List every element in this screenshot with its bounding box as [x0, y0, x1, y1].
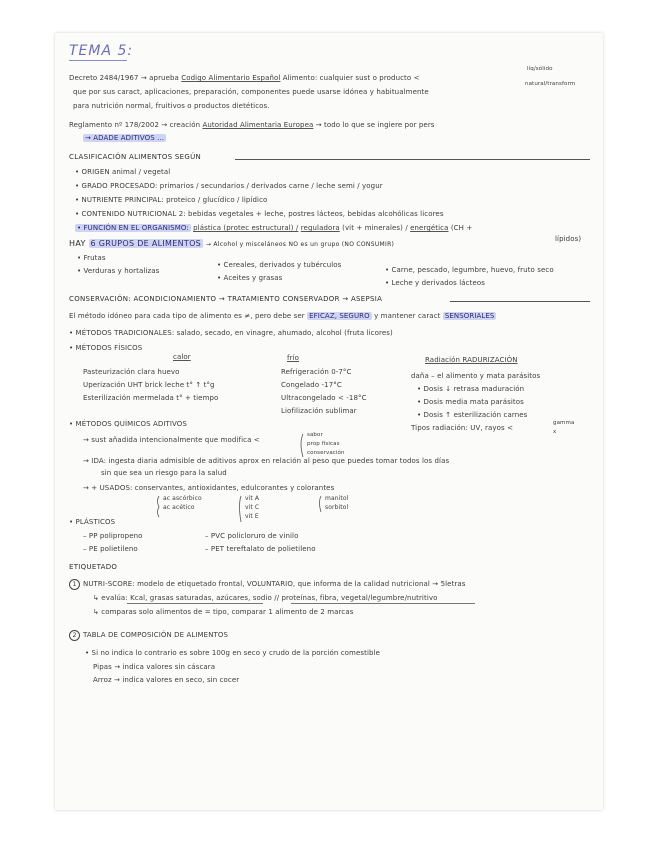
funcion-reguladora: reguladora [300, 224, 340, 232]
usados-line: → + USADOS: conservantes, antioxidantes, edulcorantes y colorantes [83, 484, 335, 492]
tabla-heading: TABLA DE COMPOSICIÓN DE ALIMENTOS [83, 631, 229, 639]
calor-item: Pasteurización clara huevo [83, 368, 180, 376]
antioxidante-item: vit C [245, 504, 260, 511]
eficaz-highlight: EFICAZ, SEGURO [309, 312, 370, 320]
reglamento-text: Reglamento nº 178/2002 → creación [69, 121, 201, 129]
rad-item: • Dosis ↓ retrasa maduración [417, 385, 525, 393]
number-badge: 2 [69, 630, 80, 641]
grupo-leche: • Leche y derivados lácteos [385, 279, 485, 287]
rad-tipos: Tipos radiación: UV, rayos < [411, 424, 514, 432]
conservacion-heading: CONSERVACIÓN: ACONDICIONAMIENTO → TRATAMIENTO CONSERVADOR → ASEPSIA [69, 295, 383, 303]
ida-line: → IDA: ingesta diaria admisible de aditivos aprox en relación al peso que puedes tomar todos los días [83, 457, 450, 465]
seis-grupos-highlight: 6 GRUPOS DE ALIMENTOS [90, 239, 202, 248]
liq-solido-note: líq/sólido [527, 66, 553, 72]
frio-item: Congelado -17°C [281, 381, 342, 389]
x-note: x [553, 429, 557, 435]
plastico-item: – PP polipropeno [83, 532, 143, 540]
rad-item: • Dosis media mata parásitos [417, 398, 524, 406]
plastico-item: – PET tereftalato de polietileno [205, 545, 316, 553]
conservacion-note: conservación [307, 450, 345, 456]
radiacion-heading: Radiación RADURIZACIÓN [425, 356, 518, 364]
tabla-line: • Si no indica lo contrario es sobre 100g en seco y crudo de la porción comestible [85, 649, 381, 657]
decreto-line-3: para nutrición normal, fruitivos o productos dietéticos. [73, 102, 270, 110]
alimento-definition: Alimento: cualquier sust o producto < [282, 74, 420, 82]
metodos-tradicionales: • MÉTODOS TRADICIONALES: salado, secado, en vinagre, ahumado, alcohol (fruta licores) [69, 329, 393, 337]
prop-note: prop físicas [307, 441, 340, 447]
evalua-line: ↳ evalúa: Kcal, grasas saturadas, azúcares, sodio // proteínas, fibra, vegetal/legumbre/nutritivo [93, 594, 438, 602]
autoridad-europea: Autoridad Alimentaria Europea [202, 121, 314, 129]
tabla-line: Pipas → indica valores sin cáscara [93, 663, 216, 671]
reglamento-text-2: → todo lo que se ingiere por pers [315, 121, 435, 129]
plasticos-heading: • PLÁSTICOS [69, 518, 116, 526]
lipidos-note: lípidos) [555, 235, 582, 243]
plastico-item: – PE polietileno [83, 545, 138, 553]
frio-item: Liofilización sublimar [281, 407, 357, 415]
tabla-line: Arroz → indica valores en seco, sin cocer [93, 676, 240, 684]
grupo-carne: • Carne, pescado, legumbre, huevo, fruto seco [385, 266, 554, 274]
clasif-item-contenido: • CONTENIDO NUTRICIONAL 2: bebidas vegetales + leche, postres lácteos, bebidas alcohólicas licores [75, 210, 444, 218]
calor-item: Esterilización mermelada t° + tiempo [83, 394, 219, 402]
grupo-aceites: • Aceites y grasas [217, 274, 283, 282]
funcion-ch: (CH + [450, 224, 473, 232]
edulcorante-item: manitol [325, 495, 349, 502]
number-badge: 1 [69, 579, 80, 590]
antioxidante-item: vit A [245, 495, 260, 502]
frio-item: Ultracongelado < -18°C [281, 394, 367, 402]
frio-heading: frío [287, 354, 299, 362]
funcion-energetica: energética [410, 224, 449, 232]
edulcorante-item: sorbitol [325, 504, 349, 511]
antioxidante-item: vit E [245, 513, 259, 520]
calor-item: Uperización UHT brick leche t° ↑ t°g [83, 381, 215, 389]
notes-page [55, 33, 603, 810]
clasif-item-origen: • ORIGEN animal / vegetal [75, 168, 171, 176]
funcion-highlight: • FUNCIÓN EN EL ORGANISMO: [77, 224, 189, 232]
sabor-note: sabor [307, 432, 323, 438]
rad-item: • Dosis ↑ esterilización carnes [417, 411, 528, 419]
metodos-quimicos: • MÉTODOS QUÍMICOS ADITIVOS [69, 420, 187, 428]
page-title: TEMA 5: [69, 43, 134, 59]
alcohol-note: → Alcohol y misceláneos NO es un grupo (NO CONSUMIR) [205, 241, 395, 248]
funcion-vit: (vit + minerales) / [342, 224, 408, 232]
calor-heading: calor [173, 353, 191, 361]
mantener-text: y mantener caract [374, 312, 441, 320]
codigo-alimentario: Codigo Alimentario Español [181, 74, 281, 82]
aditivos-highlight: → ADADE ADITIVOS ... [85, 134, 165, 142]
conservante-item: ac ascórbico [163, 495, 202, 502]
sust-anadida: → sust añadida intencionalmente que modifica < [83, 436, 260, 444]
grupo-frutas: • Frutas [77, 254, 106, 262]
frio-item: Refrigeración 0-7°C [281, 368, 352, 376]
compara-line: ↳ comparas solo alimentos de = tipo, comparar 1 alimento de 2 marcas [93, 608, 354, 616]
ida-line-2: sin que sea un riesgo para la salud [101, 469, 227, 477]
funcion-plastica: plástica (protec estructural) / [193, 224, 299, 232]
decreto-line-2: que por sus caract, aplicaciones, preparación, componentes puede usarse idónea y habitualmente [73, 88, 429, 96]
clasificacion-heading: CLASIFICACIÓN ALIMENTOS SEGÚN [69, 153, 202, 161]
metodos-fisicos: • MÉTODOS FÍSICOS [69, 344, 143, 352]
sensoriales-highlight: SENSORIALES [444, 312, 495, 320]
annotation-strokes [55, 33, 603, 810]
clasif-item-procesado: • GRADO PROCESADO: primarios / secundarios / derivados carne / leche semi / yogur [75, 182, 383, 190]
clasif-item-nutriente: • NUTRIENTE PRINCIPAL: proteico / glucídico / lipídico [75, 196, 268, 204]
natural-transform-note: natural/transform [525, 81, 576, 87]
conservante-item: ac acético [163, 504, 195, 511]
grupo-cereales: • Cereales, derivados y tubérculos [217, 261, 342, 269]
metodo-text: El método idóneo para cada tipo de alimento es ≠, pero debe ser [69, 312, 305, 320]
hay-label: HAY [69, 239, 86, 248]
plastico-item: – PVC policloruro de vinilo [205, 532, 299, 540]
etiquetado-heading: ETIQUETADO [69, 563, 118, 571]
rad-item: daña – el alimento y mata parásitos [411, 372, 541, 380]
gamma-note: gamma [553, 420, 575, 426]
grupo-verduras: • Verduras y hortalizas [77, 267, 160, 275]
nutri-score-line: NUTRI-SCORE: modelo de etiquetado frontal, VOLUNTARIO, que informa de la calidad nutricional → 5letras [83, 580, 466, 588]
decreto-text: Decreto 2484/1967 → aprueba [69, 74, 179, 82]
